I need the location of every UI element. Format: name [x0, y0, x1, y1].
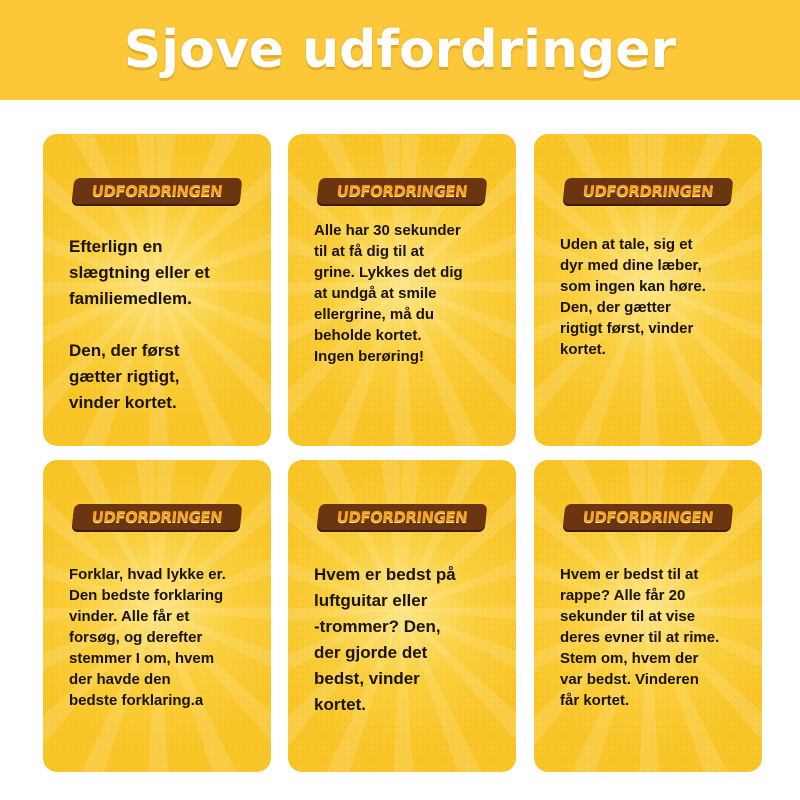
page-title: Sjove udfordringer	[123, 20, 677, 80]
card-label: UDFORDRINGEN	[72, 178, 243, 204]
card-text: Alle har 30 sekunder til at få dig til at grine. Lykkes det dig at undgå at smile ellergrine, må du beholde kortet. Ingen berøring!	[314, 222, 463, 365]
challenge-card-6[interactable]	[534, 460, 762, 772]
card-label: UDFORDRINGEN	[563, 504, 734, 530]
title-banner	[0, 0, 800, 100]
challenge-card-4[interactable]	[43, 460, 271, 772]
card-text: Uden at tale, sig et dyr med dine læber, som ingen kan høre. Den, der gætter rigtigt først, vinder kortet.	[560, 236, 706, 358]
card-text: Hvem er bedst til at rappe? Alle får 20 sekunder til at vise deres evner til at rime. Stem om, hvem der var bedst. Vinderen får kortet.	[560, 566, 720, 709]
card-label: UDFORDRINGEN	[317, 504, 488, 530]
challenge-card-2[interactable]	[288, 134, 516, 446]
challenge-card-1[interactable]	[43, 134, 271, 446]
challenge-card-3[interactable]	[534, 134, 762, 446]
card-label: UDFORDRINGEN	[72, 504, 243, 530]
card-text: Hvem er bedst på luftguitar eller -trommer? Den, der gjorde det bedst, vinder kortet.	[314, 565, 456, 714]
card-text: Forklar, hvad lykke er. Den bedste forklaring vinder. Alle får et forsøg, og derefter stemmer I om, hvem der havde den bedste forklaring.a	[69, 566, 226, 709]
challenge-card-5[interactable]	[288, 460, 516, 772]
card-label: UDFORDRINGEN	[317, 178, 488, 204]
card-label: UDFORDRINGEN	[563, 178, 734, 204]
card-text: Efterlign en slægtning eller et familiemedlem. Den, der først gætter rigtigt, vinder kortet.	[69, 237, 210, 412]
